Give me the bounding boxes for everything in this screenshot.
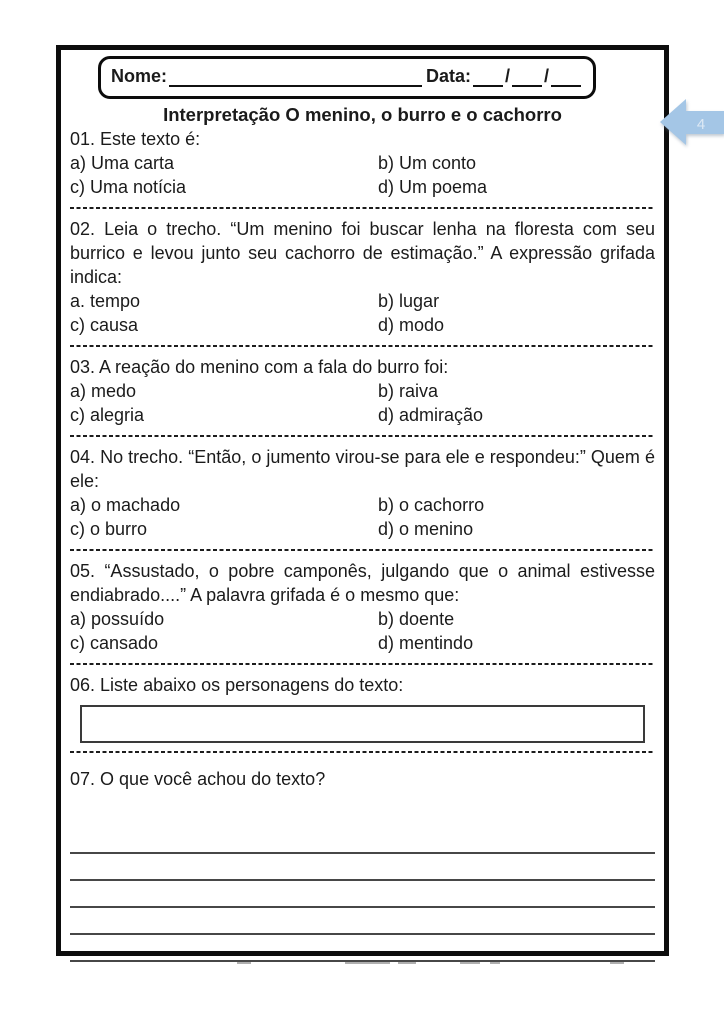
name-date-box bbox=[98, 56, 596, 99]
option-c: c) Uma notícia bbox=[70, 177, 187, 197]
question-6-prompt: 06. Liste abaixo os personagens do texto: bbox=[70, 675, 404, 695]
answer-line[interactable] bbox=[70, 908, 655, 935]
page-number-arrow-tag bbox=[660, 96, 724, 148]
answer-box[interactable] bbox=[80, 705, 645, 743]
option-a: a) Uma carta bbox=[70, 153, 175, 173]
name-label: Nome: bbox=[111, 66, 168, 86]
page-number: 4 bbox=[696, 116, 706, 133]
date-year-line[interactable] bbox=[551, 65, 581, 87]
date-label: Data: bbox=[425, 66, 471, 86]
question-3-prompt: 03. A reação do menino com a fala do burro foi: bbox=[70, 357, 449, 377]
option-d: d) o menino bbox=[378, 519, 474, 539]
dashed-separator bbox=[70, 345, 655, 347]
worksheet-title: Interpretação O menino, o burro e o cachorro bbox=[163, 104, 562, 125]
option-d: d) Um poema bbox=[378, 177, 488, 197]
question-6 bbox=[70, 673, 655, 743]
date-day-line[interactable] bbox=[473, 65, 503, 87]
option-b: b) raiva bbox=[378, 381, 439, 401]
question-1 bbox=[70, 127, 655, 199]
name-input-line[interactable] bbox=[169, 65, 422, 87]
option-c: c) causa bbox=[70, 315, 139, 335]
option-d: d) modo bbox=[378, 315, 445, 335]
question-2 bbox=[70, 217, 655, 337]
question-4-prompt: 04. No trecho. “Então, o jumento virou-se para ele e respondeu:” Quem é ele: bbox=[70, 447, 655, 491]
answer-line[interactable] bbox=[70, 935, 655, 962]
date-separator: / bbox=[504, 66, 510, 86]
question-7 bbox=[70, 767, 655, 962]
option-d: d) mentindo bbox=[378, 633, 474, 653]
answer-line[interactable] bbox=[70, 854, 655, 881]
question-1-options bbox=[70, 151, 655, 199]
answer-lines bbox=[70, 827, 655, 962]
question-3 bbox=[70, 355, 655, 427]
question-3-options bbox=[70, 379, 655, 427]
question-5 bbox=[70, 559, 655, 655]
dashed-separator bbox=[70, 435, 655, 437]
question-4 bbox=[70, 445, 655, 541]
question-5-prompt: 05. “Assustado, o pobre camponês, julgando que o animal estivesse endiabrado....” A palavra grifada é o mesmo que: bbox=[70, 561, 655, 605]
option-c: c) cansado bbox=[70, 633, 159, 653]
question-7-prompt: 07. O que você achou do texto? bbox=[70, 769, 326, 789]
option-c: c) alegria bbox=[70, 405, 145, 425]
option-d: d) admiração bbox=[378, 405, 484, 425]
dashed-separator bbox=[70, 663, 655, 665]
question-1-prompt: 01. Este texto é: bbox=[70, 129, 201, 149]
date-separator: / bbox=[543, 66, 549, 86]
left-arrow-icon bbox=[660, 99, 724, 145]
answer-line[interactable] bbox=[70, 881, 655, 908]
option-a: a. tempo bbox=[70, 291, 141, 311]
option-b: b) Um conto bbox=[378, 153, 477, 173]
answer-line[interactable] bbox=[70, 827, 655, 854]
worksheet-content bbox=[61, 50, 664, 962]
option-a: a) o machado bbox=[70, 495, 181, 515]
worksheet-border bbox=[56, 45, 669, 956]
option-a: a) medo bbox=[70, 381, 137, 401]
date-month-line[interactable] bbox=[512, 65, 542, 87]
question-2-options bbox=[70, 289, 655, 337]
option-b: b) doente bbox=[378, 609, 455, 629]
option-a: a) possuído bbox=[70, 609, 165, 629]
question-2-prompt: 02. Leia o trecho. “Um menino foi buscar lenha na floresta com seu burrico e levou junto seu cachorro de estimação.” A expressão grifada indica: bbox=[70, 219, 655, 287]
dashed-separator bbox=[70, 549, 655, 551]
dashed-separator bbox=[70, 207, 655, 209]
dashed-separator bbox=[70, 751, 655, 753]
option-c: c) o burro bbox=[70, 519, 148, 539]
question-4-options bbox=[70, 493, 655, 541]
option-b: b) lugar bbox=[378, 291, 440, 311]
question-5-options bbox=[70, 607, 655, 655]
option-b: b) o cachorro bbox=[378, 495, 485, 515]
